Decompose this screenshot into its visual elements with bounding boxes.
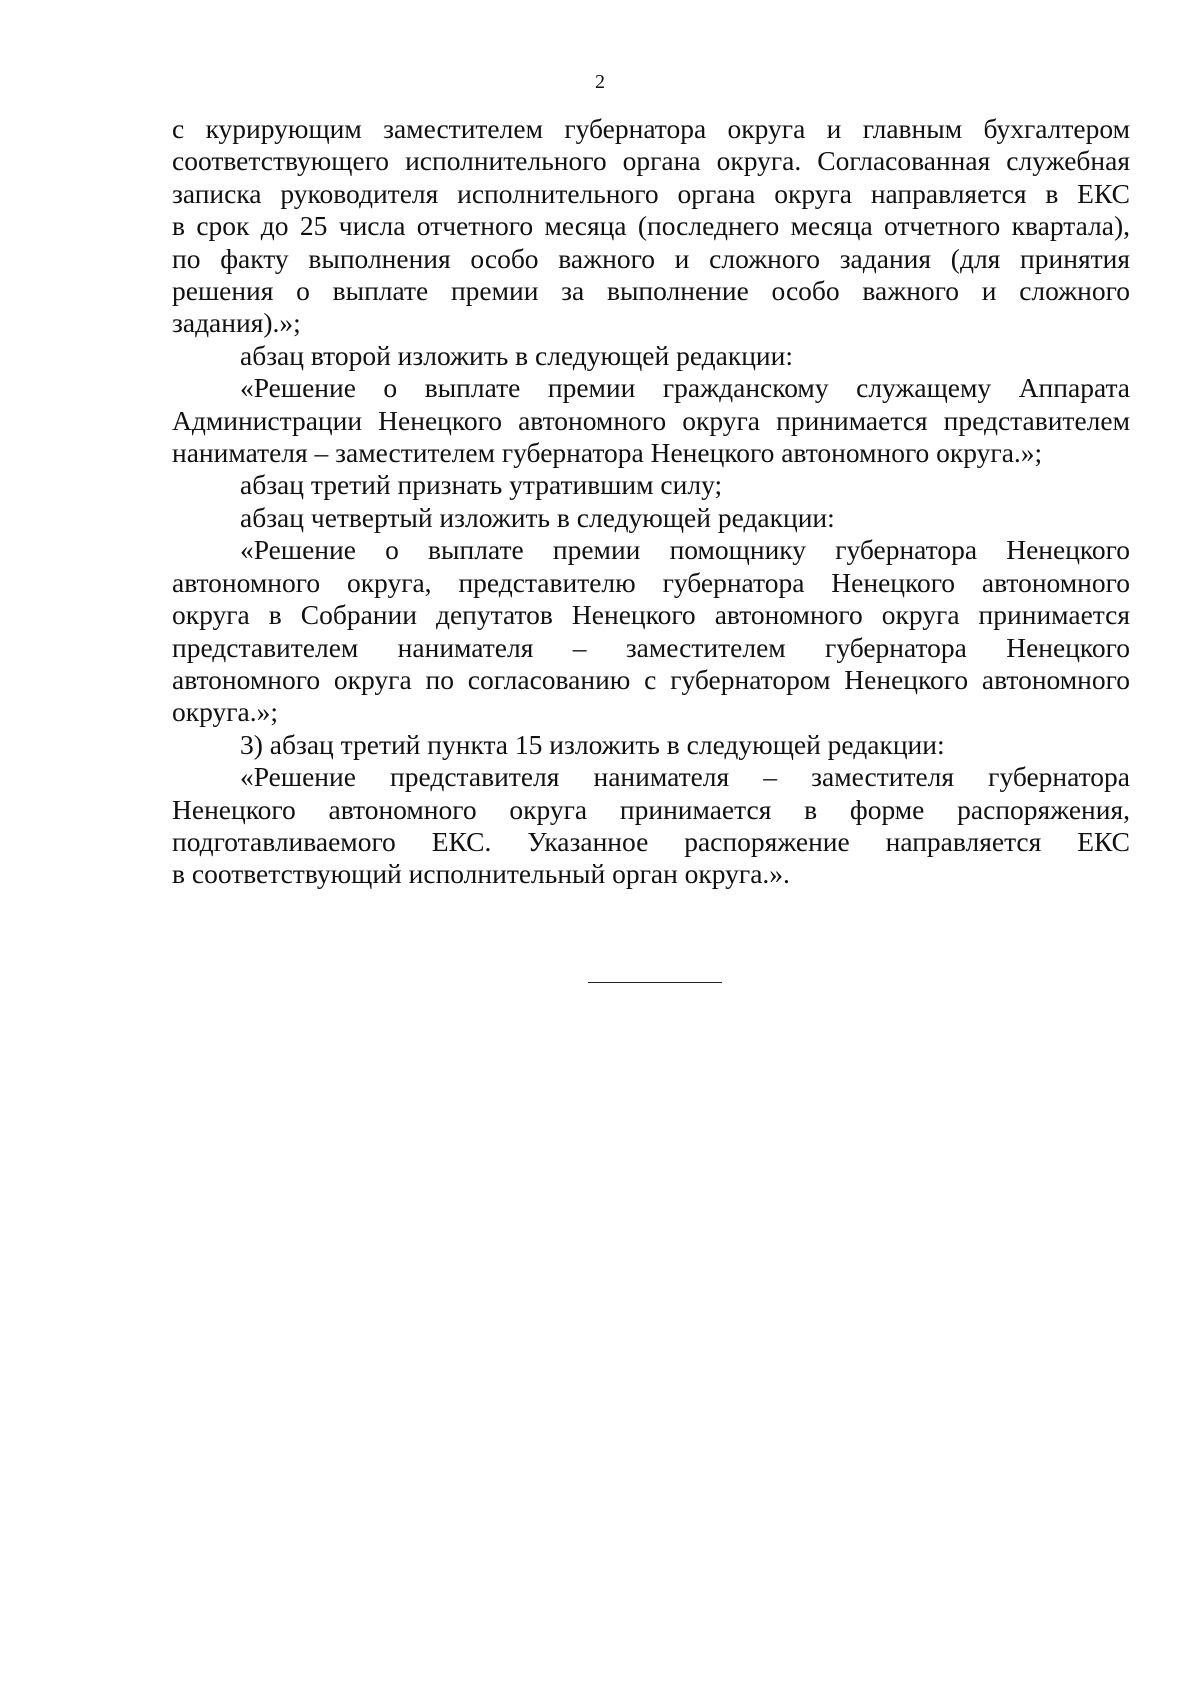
text-line: по факту выполнения особо важного и сложного задания (для принятия — [172, 242, 1130, 274]
paragraph — [172, 502, 1130, 534]
text-line: решения о выплате премии за выполнение особо важного и сложного — [172, 275, 1130, 307]
text-line: 3) абзац третий пункта 15 изложить в следующей редакции: — [240, 728, 945, 760]
paragraph — [172, 340, 1130, 372]
paragraph — [172, 729, 1130, 761]
text-line: подготавливаемого ЕКС. Указанное распоряжение направляется ЕКС — [172, 825, 1130, 857]
text-line: «Решение о выплате премии гражданскому служащему Аппарата — [240, 372, 1130, 404]
end-of-text-rule — [588, 982, 722, 983]
text-line: абзац второй изложить в следующей редакции: — [240, 339, 794, 371]
text-line: задания).»; — [172, 307, 301, 339]
text-line: «Решение о выплате премии помощнику губернатора Ненецкого — [240, 534, 1130, 566]
paragraph — [172, 113, 1130, 340]
text-line: Администрации Ненецкого автономного округа принимается представителем — [172, 404, 1130, 436]
text-line: абзац четвертый изложить в следующей редакции: — [240, 501, 835, 533]
document-body — [172, 113, 1130, 891]
text-line: автономного округа по согласованию с губернатором Ненецкого автономного — [172, 663, 1130, 695]
text-line: представителем нанимателя – заместителем губернатора Ненецкого — [172, 631, 1130, 663]
text-line: округа в Собрании депутатов Ненецкого автономного округа принимается — [172, 599, 1130, 631]
text-line: абзац третий признать утратившим силу; — [240, 469, 723, 501]
paragraph — [172, 761, 1130, 891]
text-line: округа.»; — [172, 696, 278, 728]
text-line: в срок до 25 числа отчетного месяца (последнего месяца отчетного квартала), — [172, 210, 1130, 242]
text-line: в соответствующий исполнительный орган округа.». — [172, 858, 790, 890]
text-line: «Решение представителя нанимателя – заместителя губернатора — [240, 761, 1130, 793]
text-line: Ненецкого автономного округа принимается в форме распоряжения, — [172, 793, 1130, 825]
text-line: нанимателя – заместителем губернатора Ненецкого автономного округа.»; — [172, 437, 1043, 469]
text-line: соответствующего исполнительного органа округа. Согласованная служебная — [172, 145, 1130, 177]
paragraph — [172, 372, 1130, 469]
paragraph — [172, 534, 1130, 728]
text-line: записка руководителя исполнительного органа округа направляется в ЕКС — [172, 177, 1130, 209]
paragraph — [172, 469, 1130, 501]
page-number: 2 — [595, 71, 605, 93]
text-line: автономного округа, представителю губернатора Ненецкого автономного — [172, 566, 1130, 598]
text-line: с курирующим заместителем губернатора округа и главным бухгалтером — [172, 113, 1130, 144]
